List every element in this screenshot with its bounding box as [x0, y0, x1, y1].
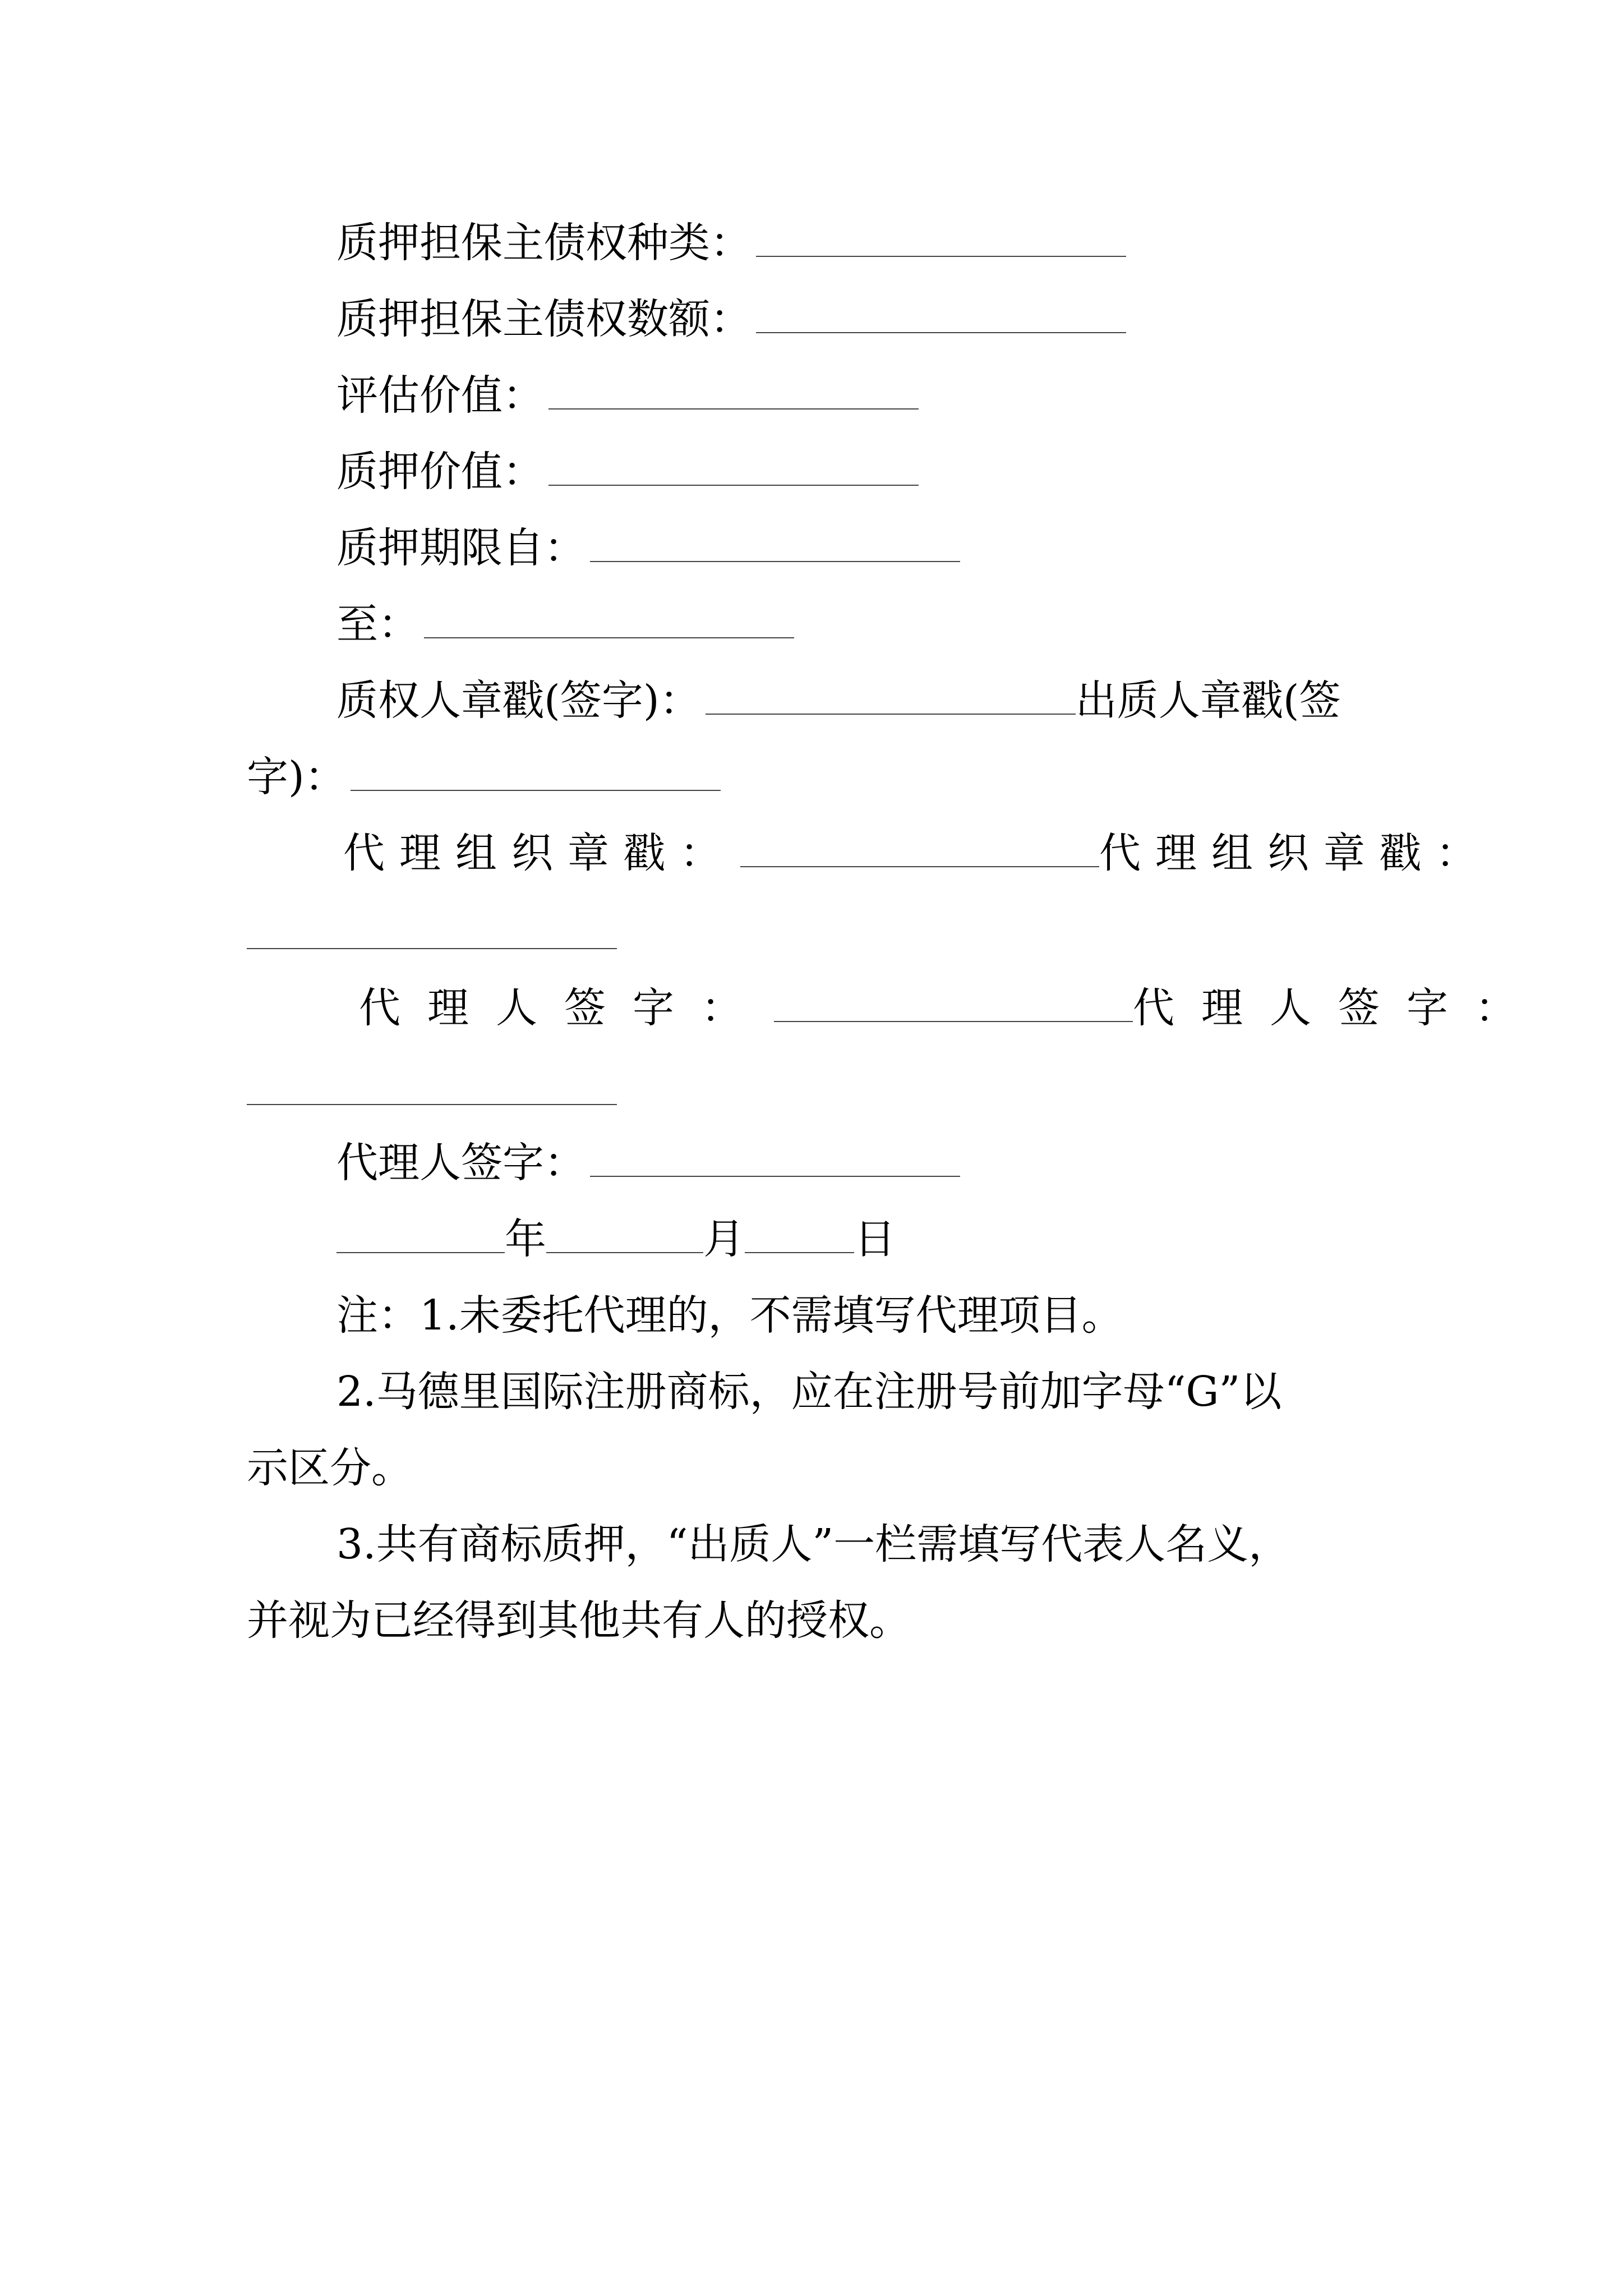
debt-type-row: [336, 218, 1126, 268]
assessed-value-field[interactable]: [548, 372, 919, 409]
term-from-field[interactable]: [590, 525, 960, 562]
agency-seal-label-2: 代理组织章戳：: [1099, 829, 1492, 877]
term-to-label: 至：: [336, 600, 419, 648]
date-day-label: 日: [854, 1215, 896, 1263]
agent-sign-label-3: 代理人签字：: [336, 1139, 585, 1187]
date-month-label: 月: [703, 1215, 745, 1263]
term-to-row: [336, 599, 794, 650]
term-from-row: [336, 523, 960, 573]
pledge-value-label: 质押价值：: [336, 448, 544, 496]
pledgee-seal-label: 质权人章戳(签字)：: [336, 677, 701, 725]
note-2-continued: 示区分。: [247, 1444, 413, 1492]
seal-row-continued: [247, 752, 721, 802]
agent-sign-field-1[interactable]: [774, 985, 1133, 1022]
pledgor-seal-field[interactable]: [351, 754, 721, 791]
note-3: 3.共有商标质押，“出质人”一栏需填写代表人名义，: [336, 1520, 1290, 1568]
date-year-label: 年: [505, 1215, 546, 1263]
agent-sign-field-2[interactable]: [247, 1104, 617, 1105]
assessed-value-row: [336, 370, 919, 421]
agency-seal-field-1[interactable]: [740, 830, 1099, 867]
date-year-field[interactable]: [336, 1216, 505, 1253]
note-2: 2.马德里国际注册商标，应在注册号前加字母“G”以: [336, 1368, 1282, 1416]
term-from-label: 质押期限自：: [336, 524, 585, 572]
date-month-field[interactable]: [546, 1216, 703, 1253]
debt-amount-row: [336, 294, 1126, 344]
note-3-continued: 并视为已经得到其他共有人的授权。: [247, 1596, 911, 1645]
note-1: 注：1.未委托代理的，不需填写代理项目。: [336, 1291, 1123, 1340]
seal-row: [336, 675, 1341, 726]
pledge-value-field[interactable]: [548, 449, 919, 486]
agent-sign-label-2: 代理人签字：: [1133, 984, 1543, 1032]
pledgee-seal-field[interactable]: [706, 678, 1076, 715]
agency-seal-field-2[interactable]: [247, 948, 617, 949]
pledgor-seal-label: 出质人章戳(签: [1075, 677, 1341, 725]
pledge-value-row: [336, 447, 919, 497]
agency-seal-label-1: 代理组织章戳：: [343, 829, 736, 877]
date-day-field[interactable]: [745, 1216, 854, 1253]
agency-seal-row: [343, 828, 1492, 878]
assessed-value-label: 评估价值：: [336, 371, 544, 420]
debt-type-label: 质押担保主债权种类：: [336, 219, 751, 267]
date-row: [336, 1214, 896, 1264]
agent-sign-row: [359, 983, 1543, 1033]
debt-type-field[interactable]: [756, 220, 1126, 257]
agent-sign-field-3[interactable]: [590, 1140, 960, 1177]
agent-sign-row-3: [336, 1138, 960, 1188]
pledgor-seal-label-continued: 字)：: [247, 753, 346, 801]
term-to-field[interactable]: [424, 601, 794, 638]
debt-amount-label: 质押担保主债权数额：: [336, 295, 751, 343]
debt-amount-field[interactable]: [756, 296, 1126, 333]
agent-sign-label-1: 代理人签字：: [359, 984, 769, 1032]
